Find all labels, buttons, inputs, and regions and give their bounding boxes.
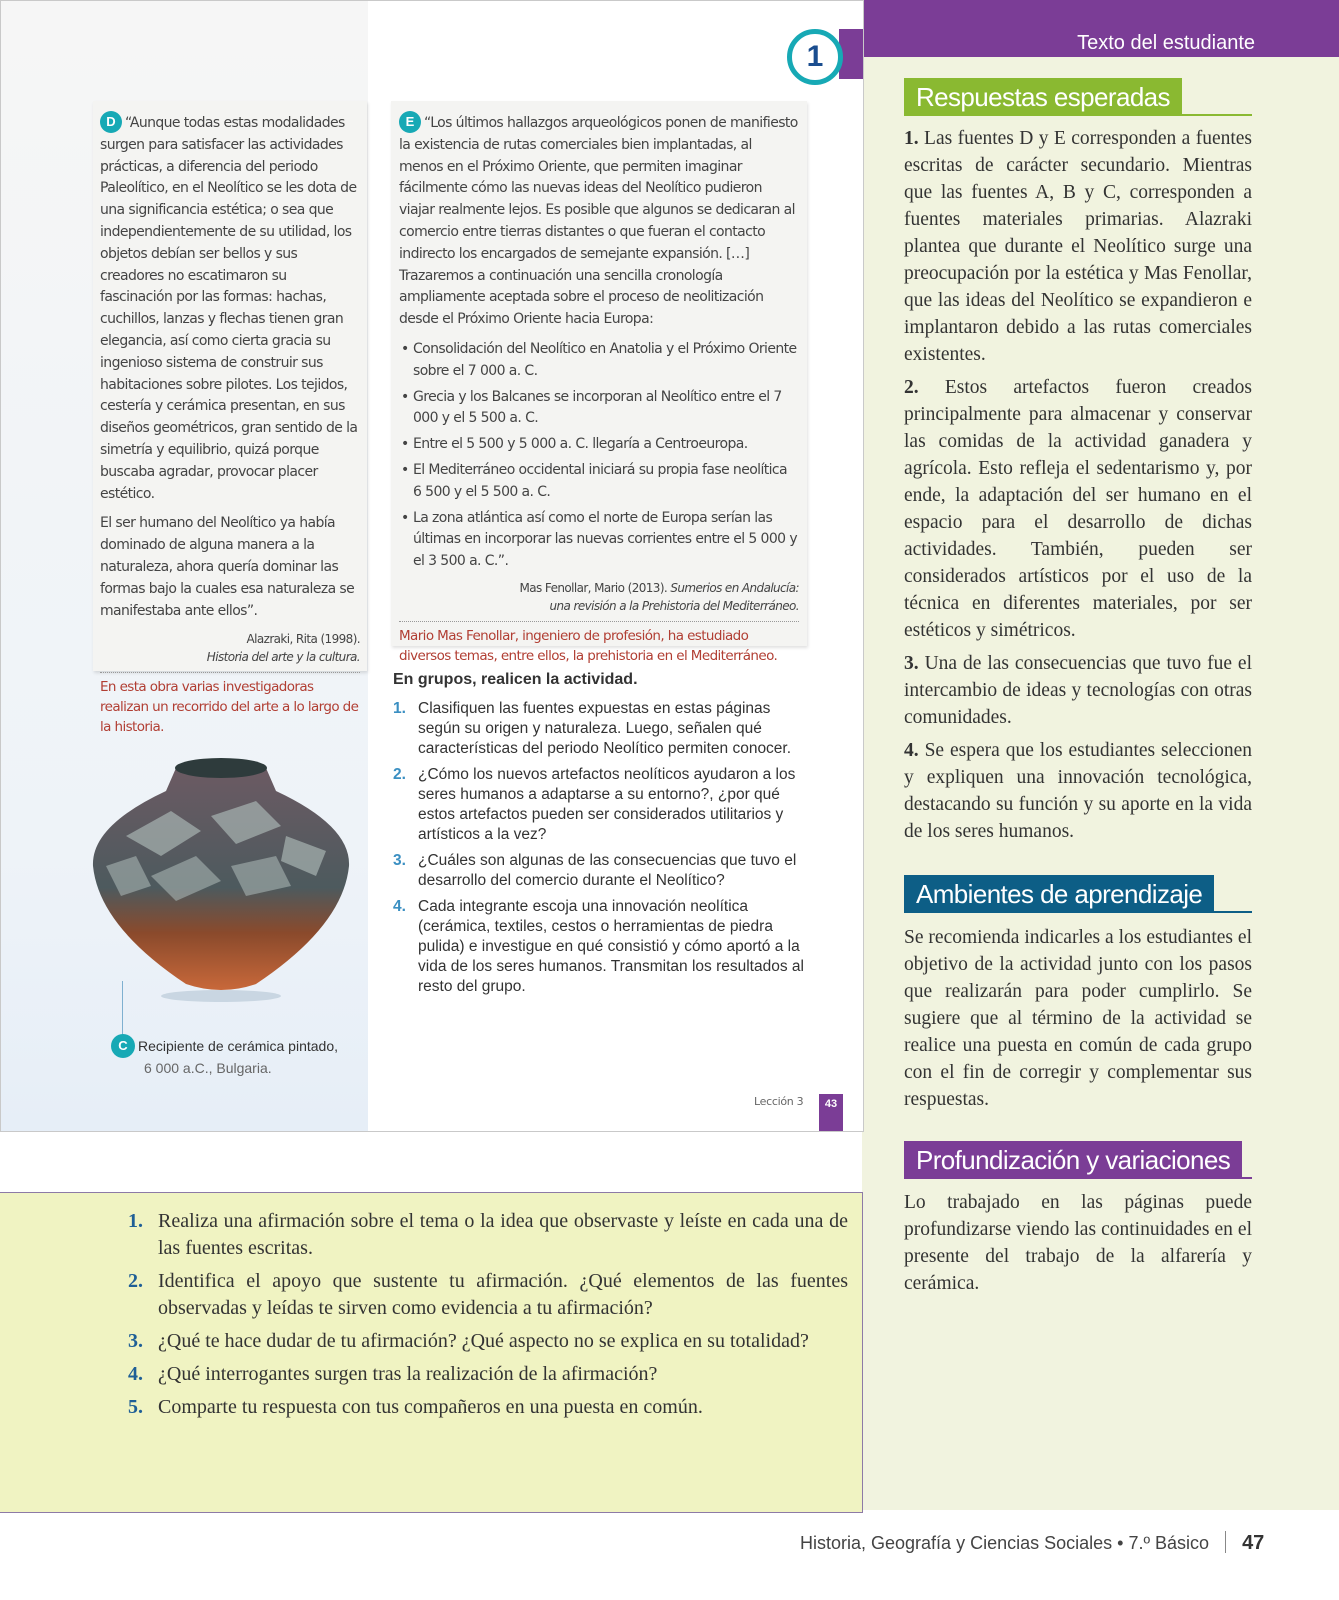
activity-item-text: Cada integrante escoja una innovación neolítica (cerámica, textiles, cestos o herramientas de piedra pulida) e investigue en qué consistió y cómo aportó a la vida de los seres humanos. Transmitan los resultados al resto del grupo. [418, 898, 804, 995]
reflection-number: 4. [128, 1363, 143, 1385]
activity-item-number: 3. [393, 852, 406, 869]
source-e-title-1: Sumerios en Andalucía: [670, 580, 799, 595]
student-book-page [0, 0, 864, 1132]
caption-connector-line [122, 981, 123, 1036]
activity-heading: En grupos, realicen la actividad. [393, 671, 638, 688]
source-e-intro-text: “Los últimos hallazgos arqueológicos ponen de manifiesto la existencia de rutas comerciales bien implantadas, al menos en el Próximo Oriente, que permiten imaginar fácilmente cómo las nuevas ideas del Neolítico pudieron viajar realmente lejos. Es posible que algunos se dedicaran al comercio entre tierras distantes o que fueran el contacto indirecto los encargados de semejante expansión. […] Trazaremos a continuación una sencilla cronología ampliamente aceptada sobre el proceso de neolitización desde el Próximo Oriente hacia Europa: [399, 115, 798, 328]
source-e-title-2: una revisión a la Prehistoria del Mediterráneo. [549, 598, 799, 613]
caption-letter: C [111, 1034, 135, 1058]
footer-separator [1225, 1531, 1226, 1553]
profundizacion-section [904, 1189, 1252, 1303]
profundizacion-heading-bar [904, 1141, 1252, 1179]
reflection-text: ¿Qué te hace dudar de tu afirmación? ¿Qué aspecto no se explica en su totalidad? [158, 1330, 809, 1352]
activity-item [393, 851, 813, 891]
reflection-list [128, 1208, 848, 1427]
ambientes-heading-bar [904, 875, 1252, 913]
reflection-item [128, 1268, 848, 1322]
respuesta-number: 1. [904, 128, 919, 149]
respuesta-text: Las fuentes D y E corresponden a fuentes escritas de carácter secundario. Mientras que las fuentes A, B y C, corresponden a fuentes materiales primarias. Alazraki plantea que durante el Neolítico surge una preocupación por la estética y Mas Fenollar, que las ideas del Neolítico se expandieron e implantaron debido a las rutas comerciales existentes. [904, 128, 1253, 365]
reflection-text: Realiza una afirmación sobre el tema o la idea que observaste y leíste en cada una de las fuentes escritas. [158, 1210, 848, 1259]
respuesta-item [904, 650, 1252, 731]
caption-line-1 [111, 1034, 351, 1058]
caption-line-2: 6 000 a.C., Bulgaria. [144, 1060, 272, 1076]
source-d-paragraph-2: El ser humano del Neolítico ya había dominado de alguna manera a la naturaleza, ahora quería dominar las formas bajo la cuales esa naturaleza se manifestaba ante ellos”. [100, 515, 355, 619]
chronology-item: • La zona atlántica así como el norte de Europa serían las últimas en incorporar las nuevas corrientes entre el 5 000 y el 3 500 a. C.”. [399, 508, 799, 573]
source-d-card [93, 101, 367, 736]
profundizacion-text: Lo trabajado en las páginas puede profundizarse viendo las continuidades en el presente del trabajo de la alfarería y cerámica. [904, 1192, 1252, 1294]
chronology-item: • Grecia y los Balcanes se incorporan al Neolítico entre el 7 000 y el 5 500 a. C. [399, 387, 799, 431]
reflection-text: Comparte tu respuesta con tus compañeros en una puesta en común. [158, 1396, 703, 1418]
source-d-note: En esta obra varias investigadoras realizan un recorrido del arte a lo largo de la historia. [100, 672, 360, 737]
footer-page-number: 47 [1242, 1532, 1265, 1554]
chronology-item: • Entre el 5 500 y 5 000 a. C. llegaría a Centroeuropa. [399, 434, 799, 456]
page-footer [800, 1531, 1264, 1555]
source-d-paragraph-1 [100, 111, 360, 505]
respuesta-item [904, 374, 1252, 644]
source-d-letter: D [100, 111, 122, 133]
reflection-number: 2. [128, 1270, 143, 1292]
painted-ceramic-vessel-image [81, 756, 361, 1006]
source-d-text-1: “Aunque todas estas modalidades surgen para satisfacer las actividades prácticas, a diferencia del periodo Paleolítico, en el Neolítico se les dota de una significancia estética; o sea que independientemente de su utilidad, los objetos debían ser bellos y sus creadores no escatimaron su fascinación por las formas: hachas, cuchillos, lanzas y flechas tienen gran elegancia, así como cierta gracia su ingenioso sistema de construir sus habitaciones sobre pilotes. Los tejidos, cestería y cerámica presentan, en sus diseños geométricos, gran sentido de la simetría y equilibrio, quizá porque buscaba agradar, provocar placer estético. [100, 115, 358, 502]
activity-item [393, 699, 813, 759]
reflection-number: 3. [128, 1330, 143, 1352]
respuestas-heading: Respuestas esperadas [904, 78, 1182, 116]
activity-item-number: 4. [393, 898, 406, 915]
source-d-title: Historia del arte y la cultura. [206, 650, 360, 665]
activity-item [393, 765, 813, 845]
source-e-note: Mario Mas Fenollar, ingeniero de profesión, ha estudiado diversos temas, entre ellos, la prehistoria en el Mediterráneo. [399, 621, 799, 666]
source-e-chronology-list [399, 339, 799, 573]
footer-subject: Historia, Geografía y Ciencias Sociales • 7.º Básico [800, 1533, 1210, 1553]
activity-item [393, 897, 813, 997]
respuesta-text: Se espera que los estudiantes seleccionen y expliquen una innovación tecnológica, destacando su función y su aporte en la vida de los seres humanos. [904, 740, 1253, 842]
reflection-text: ¿Qué interrogantes surgen tras la realización de la afirmación? [158, 1363, 658, 1385]
ambientes-section [904, 924, 1252, 1119]
reflection-item [128, 1208, 848, 1262]
activity-item-number: 1. [393, 700, 406, 717]
chronology-item: • El Mediterráneo occidental iniciará su propia fase neolítica 6 500 y el 5 500 a. C. [399, 460, 799, 504]
ambientes-heading: Ambientes de aprendizaje [904, 875, 1214, 913]
respuesta-text: Una de las consecuencias que tuvo fue el intercambio de ideas y tecnologías con otras comunidades. [904, 653, 1252, 728]
respuesta-item [904, 125, 1252, 368]
respuesta-text: Estos artefactos fueron creados principalmente para almacenar y conservar las comidas de la actividad ganadera y agrícola. Esto refleja el sedentarismo y, por ende, la adaptación del ser humano en el espacio para el desarrollo de dichas actividades. También, pueden ser considerados artísticos por el uso de la técnica en diferentes materiales, por ser estéticos y simétricos. [904, 377, 1253, 641]
activity-item-number: 2. [393, 766, 406, 783]
reflection-item [128, 1361, 848, 1388]
group-activity [393, 671, 813, 1003]
source-e-citation [399, 579, 799, 615]
respuesta-number: 4. [904, 740, 919, 761]
reflection-box [0, 1192, 863, 1513]
header-bar [862, 0, 1339, 57]
reflection-number: 5. [128, 1396, 143, 1418]
activity-item-text: ¿Cómo los nuevos artefactos neolíticos ayudaron a los seres humanos a adaptarse a su entorno?, ¿por qué estos artefactos pueden ser considerados utilitarios y artísticos a la vez? [418, 766, 796, 843]
respuesta-item [904, 737, 1252, 845]
source-e-card [391, 101, 807, 664]
reflection-text: Identifica el apoyo que sustente tu afirmación. ¿Qué elementos de las fuentes observadas y leídas te sirven como evidencia a tu afirmación? [158, 1270, 848, 1319]
respuestas-list [904, 125, 1252, 851]
header-label: Texto del estudiante [1077, 32, 1255, 54]
source-d-author: Alazraki, Rita (1998). [246, 632, 360, 647]
book-page-number: 43 [819, 1094, 843, 1131]
source-e-author: Mas Fenollar, Mario (2013). [519, 580, 668, 595]
source-e-intro [399, 111, 799, 331]
lesson-label: Lección 3 [754, 1095, 804, 1108]
reflection-number: 1. [128, 1210, 143, 1232]
respuesta-number: 2. [904, 377, 919, 398]
source-d-citation [100, 630, 360, 666]
caption-text-1: Recipiente de cerámica pintado, [138, 1038, 339, 1054]
activity-item-text: Clasifiquen las fuentes expuestas en estas páginas según su origen y naturaleza. Luego, señalen qué características del periodo Neolítico permiten conocer. [418, 700, 792, 757]
source-e-letter: E [399, 111, 421, 133]
activity-list [393, 699, 813, 997]
lesson-number-badge: 1 [787, 29, 843, 85]
profundizacion-heading: Profundización y variaciones [904, 1141, 1242, 1179]
chronology-item: • Consolidación del Neolítico en Anatolia y el Próximo Oriente sobre el 7 000 a. C. [399, 339, 799, 383]
reflection-item [128, 1394, 848, 1421]
ambientes-text: Se recomienda indicarles a los estudiantes el objetivo de la actividad junto con los pasos que realizarán para poder cumplirlo. Se sugiere que al término de la actividad se realice una puesta en común de cada grupo con el fin de corregir y complementar sus respuestas. [904, 927, 1252, 1110]
activity-item-text: ¿Cuáles son algunas de las consecuencias que tuvo el desarrollo del comercio durante el Neolítico? [418, 852, 797, 889]
image-caption [111, 1034, 351, 1079]
respuesta-number: 3. [904, 653, 919, 674]
respuestas-heading-bar [904, 78, 1252, 116]
reflection-item [128, 1328, 848, 1355]
